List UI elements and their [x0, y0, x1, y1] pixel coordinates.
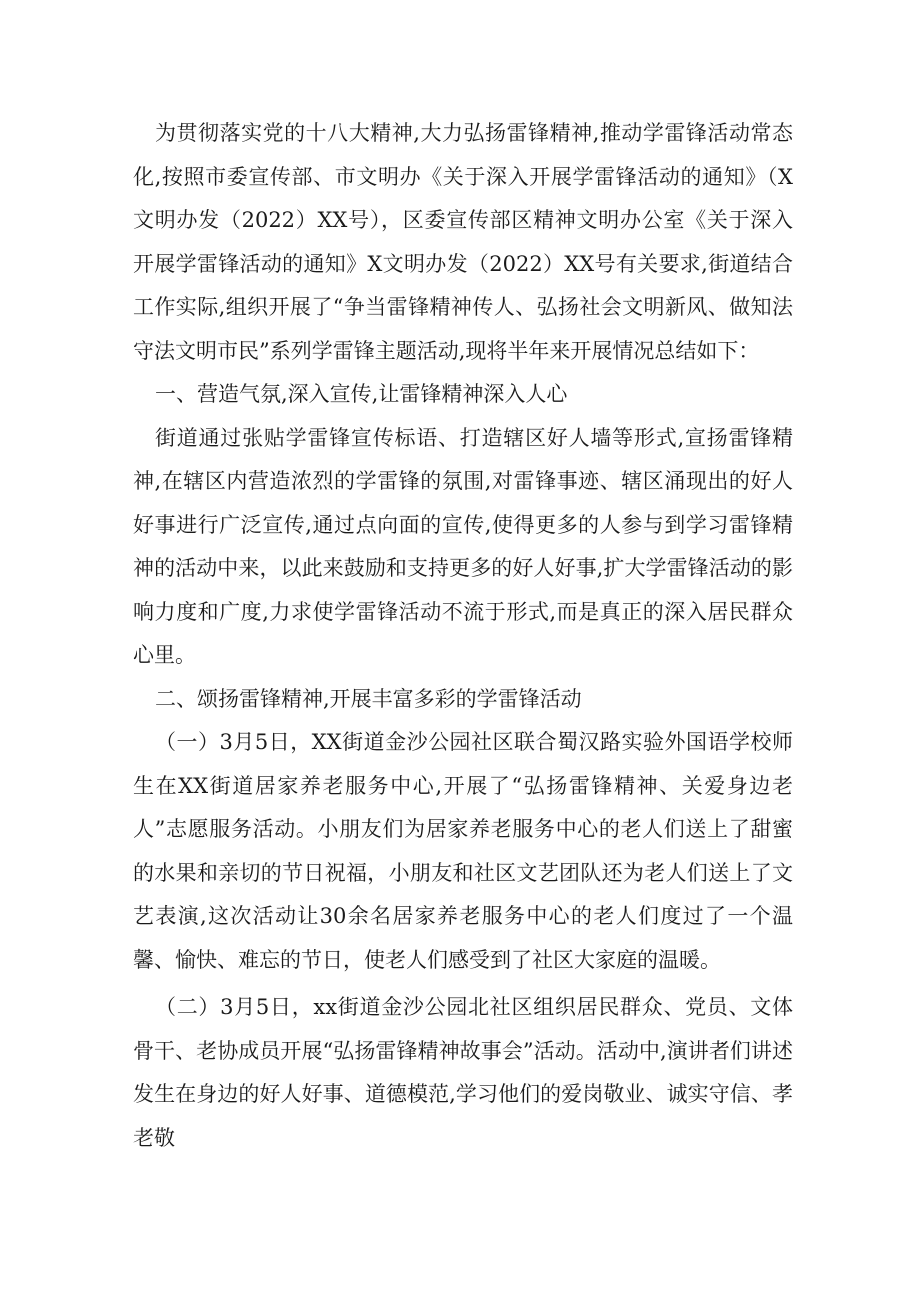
section-heading-2: 二、颂扬雷锋精神,开展丰富多彩的学雷锋活动 [155, 686, 582, 711]
document-body [133, 112, 793, 1160]
intro-paragraph: 为贯彻落实党的十八大精神,大力弘扬雷锋精神,推动学雷锋活动常态化,按照市委宣传部、市文明办《关于深入开展学雷锋活动的通知》（X文明办发（2022）XX号），区委宣传部区精神文明办公室《关于深入开展学雷锋活动的通知》X文明办发（2022）XX号有关要求,街道结合工作实际,组织开展了“争当雷锋精神传人、弘扬社会文明新风、做知法守法文明市民”系列学雷锋主题活动,现将半年来开展情况总结如下： [133, 121, 793, 363]
section-1-paragraph: 街道通过张贴学雷锋宣传标语、打造辖区好人墙等形式,宣扬雷锋精神,在辖区内营造浓烈的学雷锋的氛围,对雷锋事迹、辖区涌现出的好人好事进行广泛宣传,通过点向面的宣传,使得更多的人参与到学习雷锋精神的活动中来，以此来鼓励和支持更多的好人好事,扩大学雷锋活动的影响力度和广度,力求使学雷锋活动不流于形式,而是真正的深入居民群众心里。 [133, 425, 793, 667]
section-2-item-2-paragraph: （二）3月5日，xx街道金沙公园北社区组织居民群众、党员、文体骨干、老协成员开展“弘扬雷锋精神故事会”活动。活动中,演讲者们讲述发生在身边的好人好事、道德模范,学习他们的爱岗敬业、诚实守信、孝老敬 [133, 995, 793, 1150]
section-2-item-1-paragraph: （一）3月5日，XX街道金沙公园社区联合蜀汉路实验外国语学校师生在XX街道居家养老服务中心,开展了“弘扬雷锋精神、关爱身边老人”志愿服务活动。小朋友们为居家养老服务中心的老人们送上了甜蜜的水果和亲切的节日祝福，小朋友和社区文艺团队还为老人们送上了文艺表演,这次活动让30余名居家养老服务中心的老人们度过了一个温馨、愉快、难忘的节日，使老人们感受到了社区大家庭的温暖。 [133, 730, 793, 972]
section-heading-1: 一、营造气氛,深入宣传,让雷锋精神深入人心 [155, 382, 568, 406]
